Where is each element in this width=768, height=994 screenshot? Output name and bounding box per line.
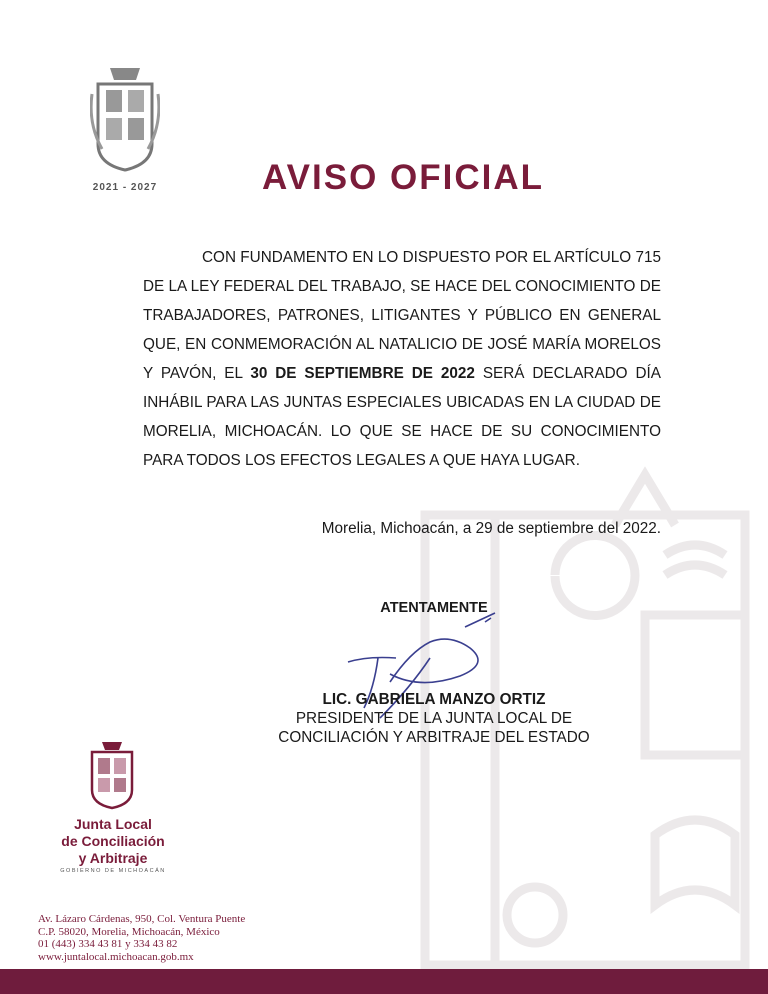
government-label: GOBIERNO DE MICHOACÁN [60,868,166,874]
page-title: AVISO OFICIAL [262,158,545,197]
michoacan-state-seal-icon [90,64,160,174]
notice-text: CON FUNDAMENTO EN LO DISPUESTO POR EL ARTÍCULO 715 DE LA LEY FEDERAL DEL TRABAJO, SE HACE DEL CONOCIMIENTO DE TRABAJADORES, PATRONES, LITIGANTES Y PÚBLICO EN GENERAL QUE, EN CONMEMORACIÓN AL NATALICIO DE JOSÉ MARÍA MORELOS Y PAVÓN, EL [143,249,661,382]
signer-role-line1: PRESIDENTE DE LA JUNTA LOCAL DE [295,710,573,727]
notice-date-highlight: 30 DE SEPTIEMBRE DE 2022 [250,365,475,382]
notice-text-end: SERÁ DECLARADO DÍA INHÁBIL PARA LAS JUNTAS ESPECIALES UBICADAS EN LA CIUDAD DE MORELIA, MICHOACÁN. LO QUE SE HACE DE SU CONOCIMIENTO PARA TODOS LOS EFECTOS LEGALES A QUE HAYA LUGAR. [143,365,661,469]
organization-name [54,816,172,867]
org-line-1: Junta Local [74,816,152,832]
phone-line: 01 (443) 334 43 81 y 334 43 82 [38,938,178,951]
footer-bar [0,969,768,994]
signer-block [200,690,668,747]
administration-period: 2021 - 2027 [92,182,158,193]
org-line-2: de Conciliación [61,833,165,849]
dateline: Morelia, Michoacán, a 29 de septiembre del 2022. [321,520,661,537]
notice-paragraph [143,243,661,475]
signer-name: LIC. GABRIELA MANZO ORTIZ [322,691,546,708]
notice-body [143,243,661,475]
closing-salutation: ATENTAMENTE [380,600,488,616]
junta-local-shield-icon [88,740,136,812]
address-line-1: Av. Lázaro Cárdenas, 950, Col. Ventura Puente [38,913,246,925]
org-line-3: y Arbitraje [78,850,148,866]
address-block [38,913,245,964]
signer-role-line2: CONCILIACIÓN Y ARBITRAJE DEL ESTADO [278,729,590,746]
website-link[interactable]: www.juntalocal.michoacan.gob.mx [38,951,194,964]
address-line-2: C.P. 58020, Morelia, Michoacán, México [38,925,220,938]
